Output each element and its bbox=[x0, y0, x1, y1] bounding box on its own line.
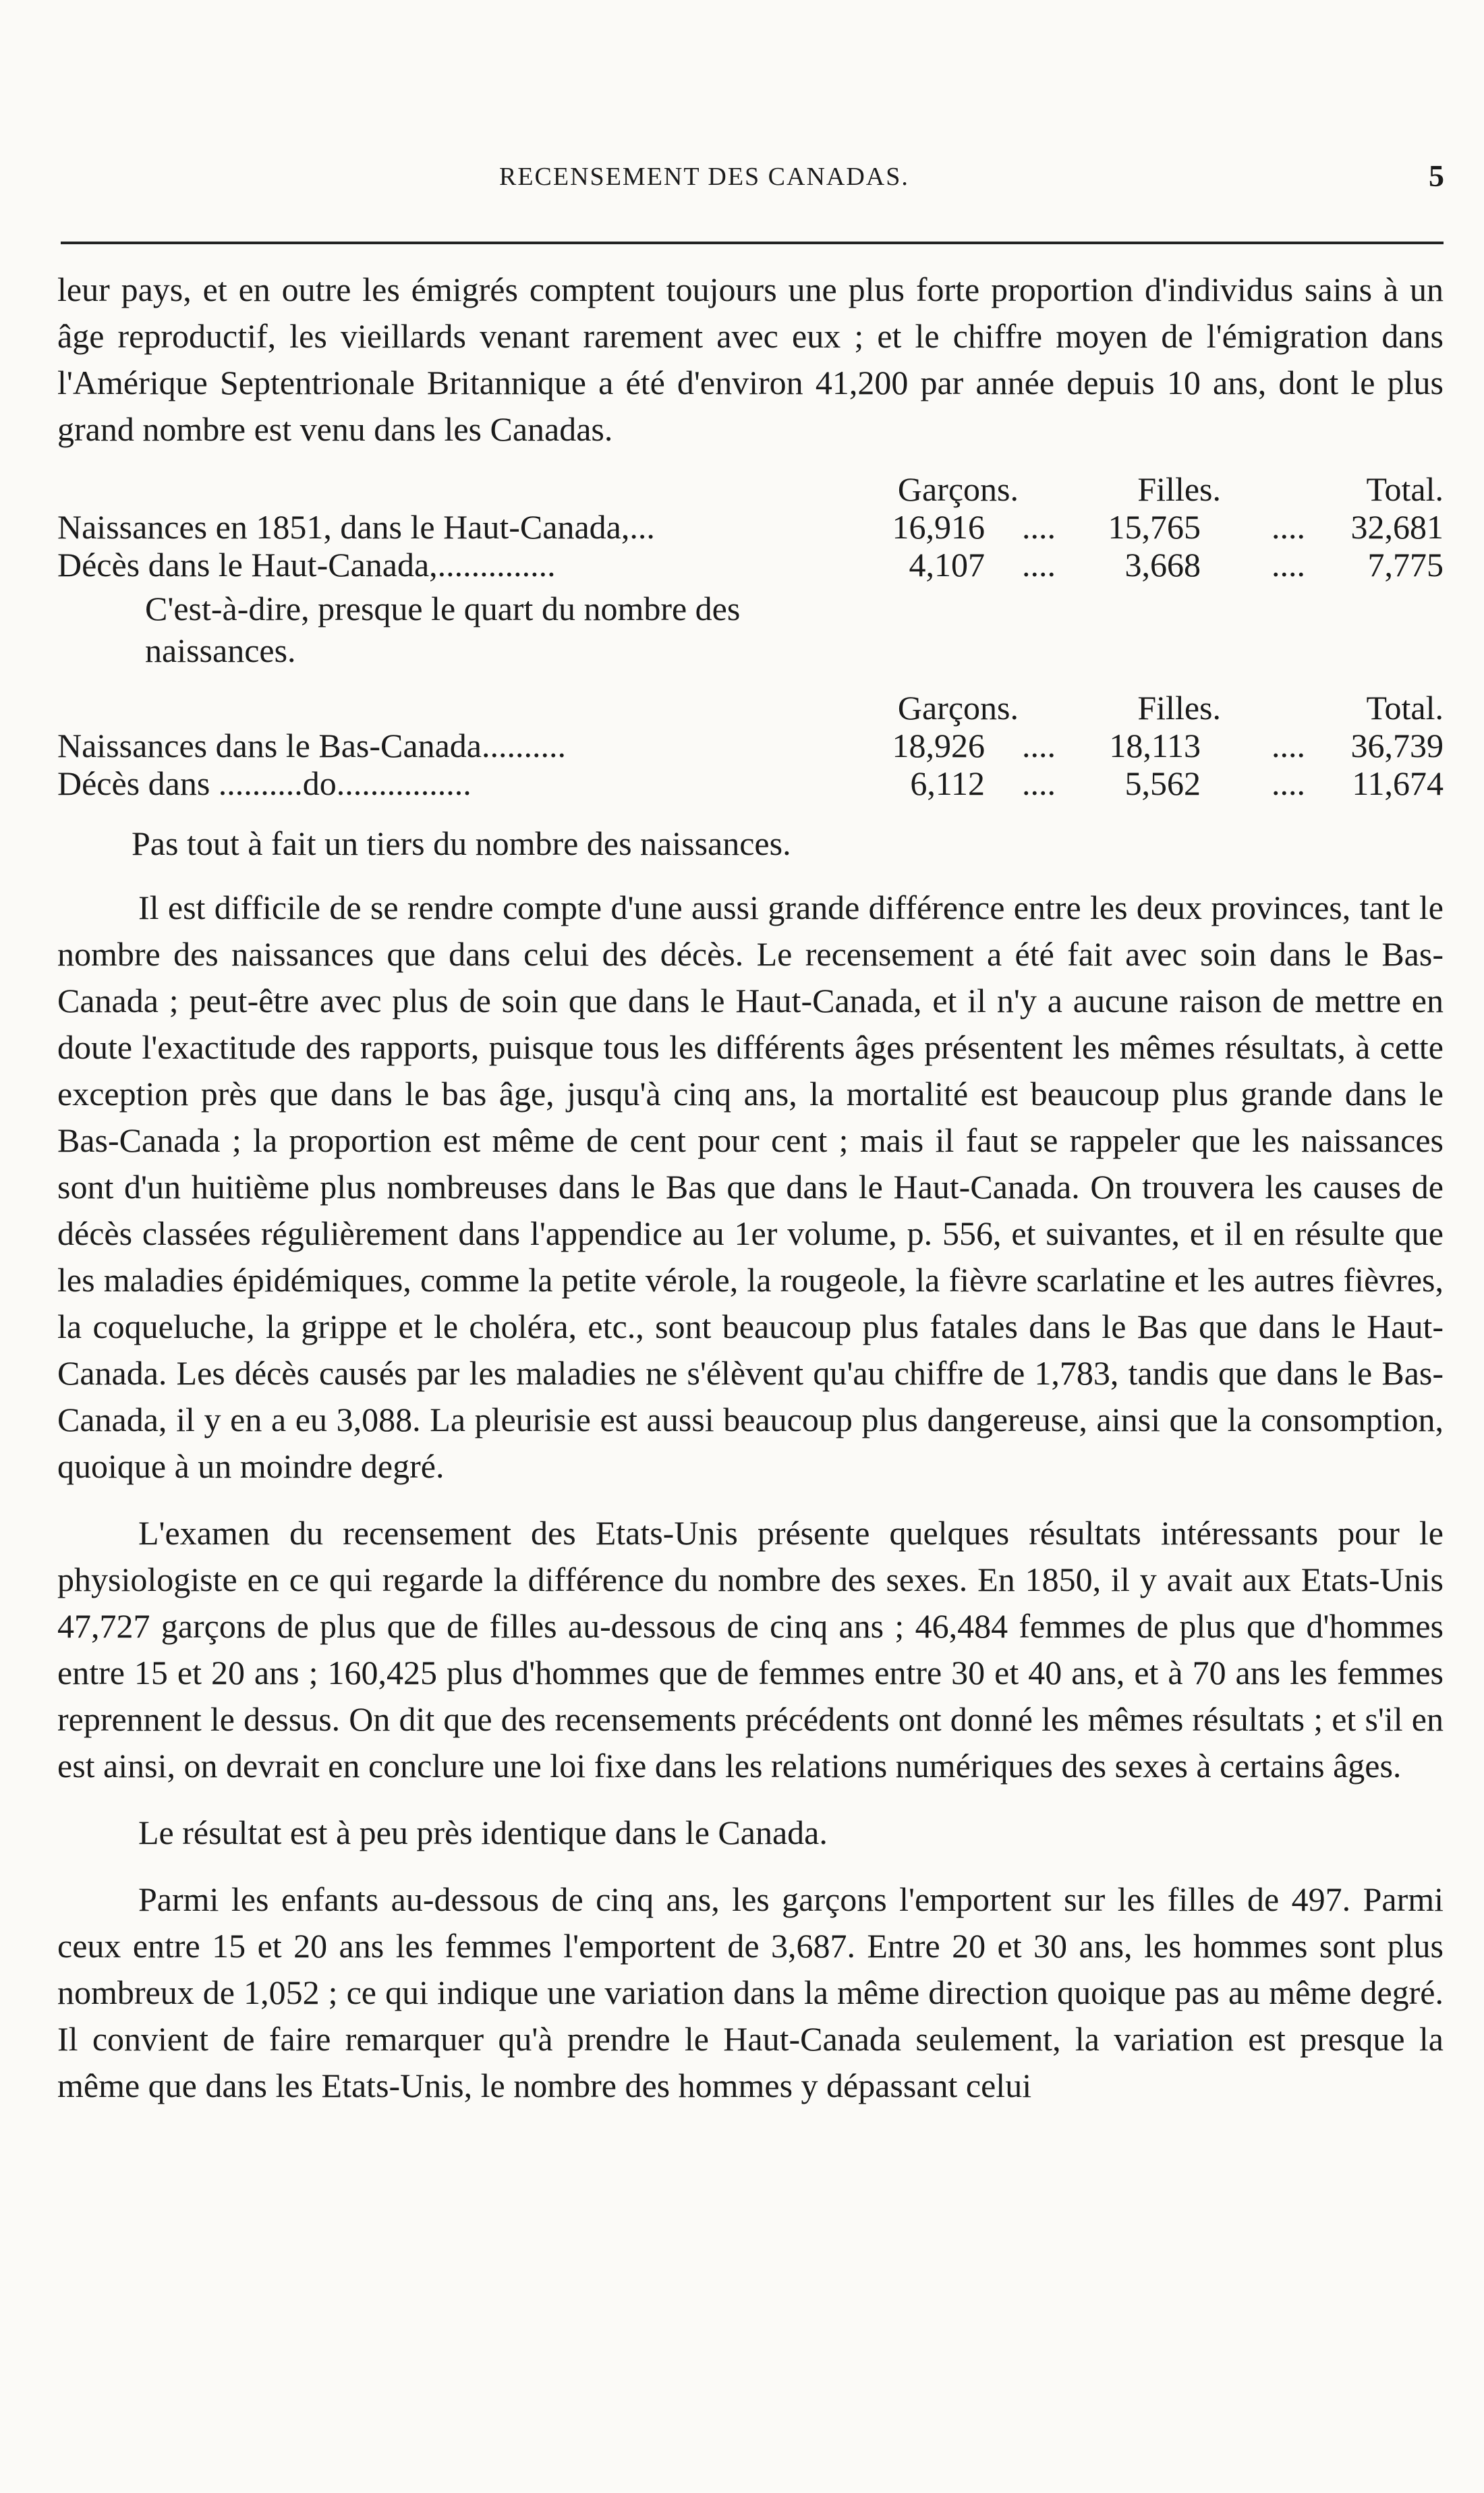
column-header-girls: Filles. bbox=[1137, 689, 1221, 727]
girls-value: 5,562 bbox=[1124, 764, 1201, 802]
header-rule bbox=[61, 242, 1444, 244]
boys-value: 18,926 bbox=[892, 727, 985, 764]
leader-dots: .... bbox=[1022, 546, 1056, 584]
paragraph-2: Il est difficile de se rendre compte d'une aussi grande différence entre les deux provinces, tant le nombre des naissances que dans celui des décès. Le recensement a été fait avec soin dans le Bas-Canada ; peut-être avec plus de soin que dans le Haut-Canada, et il n'y a aucune raison de mettre en doute l'exactitude des rapports, puisque tous les différents âges présentent les mêmes résultats, à cette exception près que dans le bas âge, jusqu'à cinq ans, la mortalité est beaucoup plus grande dans le Bas-Canada ; la proportion est même de cent pour cent ; mais il faut se rappeler que les naissances sont d'un huitième plus nombreuses dans le Bas que dans le Haut-Canada. On trouvera les causes de décès classées régulièrement dans l'appendice au 1er volume, p. 556, et suivantes, et il en résulte que les maladies épidémiques, comme la petite vérole, la rougeole, la fièvre scarlatine et les autres fièvres, la coqueluche, la grippe et le choléra, etc., sont beaucoup plus fatales dans le Bas que dans le Haut-Canada. Les décès causés par les maladies ne s'élèvent qu'au chiffre de 1,783, tandis que dans le Bas-Canada, il y en a eu 3,088. La pleurisie est aussi beaucoup plus dangereuse, ainsi que la consomption, quoique à un moindre degré. bbox=[57, 889, 1444, 1485]
column-header-total: Total. bbox=[1366, 689, 1444, 727]
leader-dots: .... bbox=[1272, 546, 1305, 584]
girls-value: 15,765 bbox=[1108, 508, 1201, 546]
boys-value: 16,916 bbox=[892, 508, 985, 546]
column-header-boys: Garçons. bbox=[897, 689, 1019, 727]
table-row bbox=[57, 727, 1444, 764]
table-row bbox=[57, 508, 1444, 546]
total-value: 32,681 bbox=[1350, 508, 1444, 546]
table-row bbox=[57, 546, 1444, 584]
births-deaths-table-upper-canada bbox=[57, 470, 1444, 671]
total-value: 11,674 bbox=[1352, 764, 1444, 802]
total-value: 36,739 bbox=[1350, 727, 1444, 764]
row-label: Décès dans le Haut-Canada,.............. bbox=[57, 546, 556, 584]
table-row bbox=[57, 764, 1444, 802]
births-deaths-table-lower-canada bbox=[57, 689, 1444, 864]
paragraph-1: leur pays, et en outre les émigrés comptent toujours une plus forte proportion d'individus sains à un âge reproductif, les vieillards venant rarement avec eux ; et le chiffre moyen de l'émigration dans l'Amérique Septentrionale Britannique a été d'environ 41,200 par année depuis 10 ans, dont le plus grand nombre est venu dans les Canadas. bbox=[57, 271, 1444, 448]
girls-value: 3,668 bbox=[1124, 546, 1201, 584]
row-label: Naissances dans le Bas-Canada.......... bbox=[57, 727, 566, 764]
page-header bbox=[0, 159, 1484, 202]
table-note: Pas tout à fait un tiers du nombre des naissances. bbox=[132, 824, 791, 862]
table-header-row bbox=[57, 470, 1444, 508]
boys-value: 6,112 bbox=[910, 764, 985, 802]
leader-dots: .... bbox=[1272, 508, 1305, 546]
boys-value: 4,107 bbox=[909, 546, 985, 584]
running-title: RECENSEMENT DES CANADAS. bbox=[499, 163, 909, 191]
page-number: 5 bbox=[1429, 159, 1444, 193]
leader-dots: .... bbox=[1272, 764, 1305, 802]
page-body bbox=[57, 267, 1444, 2109]
paragraph-5: Parmi les enfants au-dessous de cinq ans, les garçons l'emportent sur les filles de 497. Parmi ceux entre 15 et 20 ans les femmes l'emportent de 3,687. Entre 20 et 30 ans, les hommes sont plus nombreux de 1,052 ; ce qui indique une variation dans la même direction quoique pas au même degré. Il convient de faire remarquer qu'à prendre le Haut-Canada seulement, la variation est presque la même que dans les Etats-Unis, le nombre des hommes y dépassant celui bbox=[57, 1880, 1444, 2104]
table-header-row bbox=[57, 689, 1444, 727]
leader-dots: .... bbox=[1272, 727, 1305, 764]
column-header-total: Total. bbox=[1366, 470, 1444, 508]
row-label: Décès dans ..........do................ bbox=[57, 764, 472, 802]
column-header-girls: Filles. bbox=[1137, 470, 1221, 508]
girls-value: 18,113 bbox=[1109, 727, 1201, 764]
paragraph-4: Le résultat est à peu près identique dans le Canada. bbox=[138, 1814, 828, 1851]
leader-dots: .... bbox=[1022, 727, 1056, 764]
leader-dots: .... bbox=[1022, 508, 1056, 546]
column-header-boys: Garçons. bbox=[897, 470, 1019, 508]
row-label: Naissances en 1851, dans le Haut-Canada,... bbox=[57, 508, 655, 546]
paragraph-3: L'examen du recensement des Etats-Unis présente quelques résultats intéressants pour le physiologiste en ce qui regarde la différence du nombre des sexes. En 1850, il y avait aux Etats-Unis 47,727 garçons de plus que de filles au-dessous de cinq ans ; 46,484 femmes de plus que d'hommes entre 15 et 20 ans ; 160,425 plus d'hommes que de femmes entre 30 et 40 ans, et à 70 ans les femmes reprennent le dessus. On dit que des recensements précédents ont donné les mêmes résultats ; et s'il en est ainsi, on devrait en conclure une loi fixe dans les relations numériques des sexes à certains âges. bbox=[57, 1514, 1444, 1785]
table-note: C'est-à-dire, presque le quart du nombre des naissances. bbox=[145, 590, 741, 669]
leader-dots: .... bbox=[1022, 764, 1056, 802]
total-value: 7,775 bbox=[1367, 546, 1444, 584]
